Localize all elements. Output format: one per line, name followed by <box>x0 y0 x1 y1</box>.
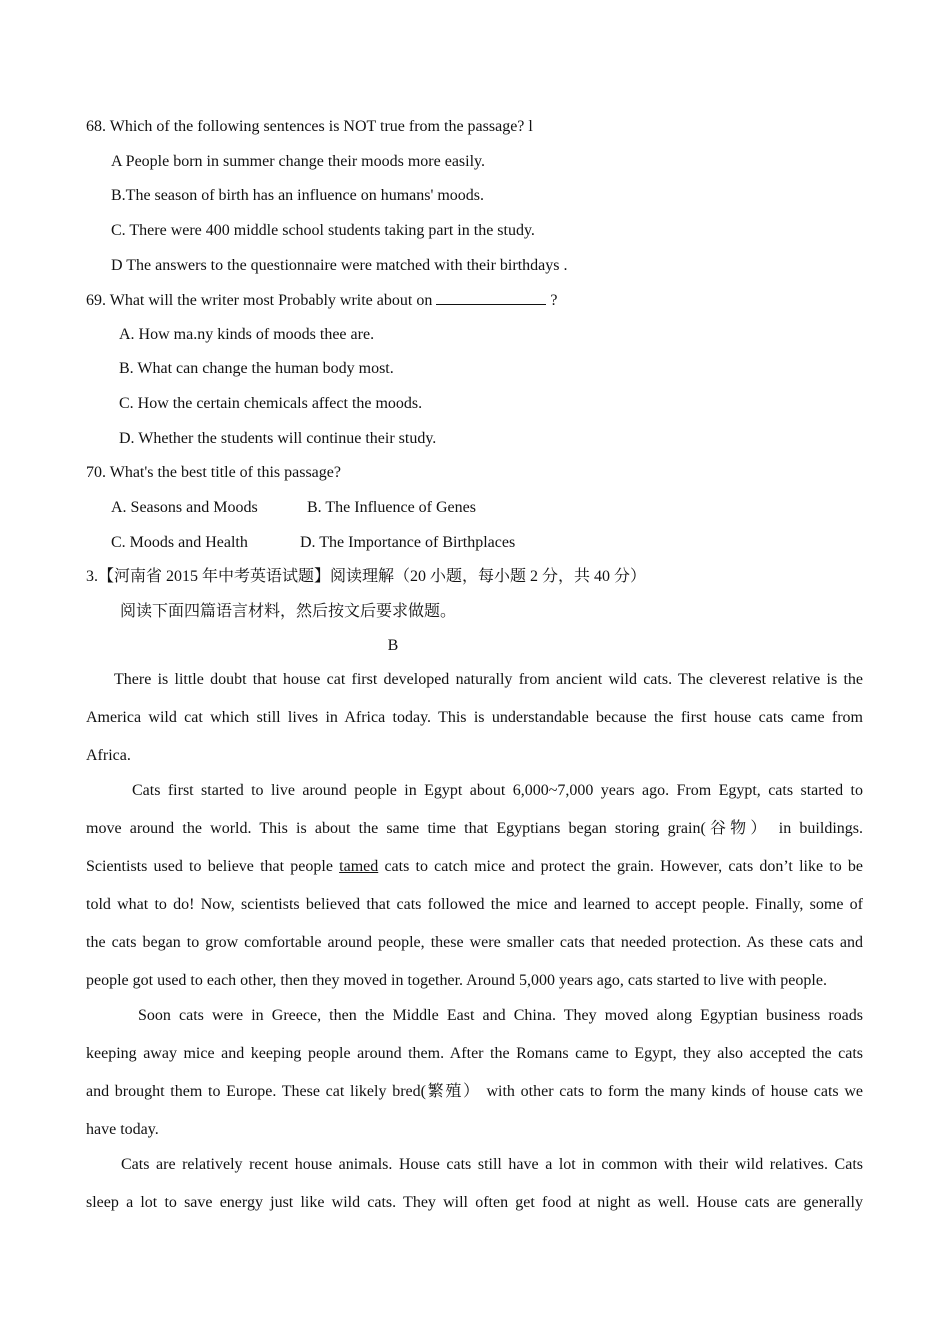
p3-line-4: have today. <box>86 1121 159 1138</box>
q68-option-c: C. There were 400 middle school students taking part in the study. <box>111 222 535 239</box>
p4-line-1: Cats are relatively recent house animals. House cats still have a lot in common with their wild relatives. Cats <box>121 1156 863 1173</box>
p2-line-3-end: cats to catch mice and protect the grain. However, cats don’t like to be <box>384 858 864 875</box>
p4-line-2: sleep a lot to save energy just like wild cats. They will often get food at night as well. House cats are generally <box>86 1194 863 1211</box>
q69-option-d: D. Whether the students will continue their study. <box>119 430 437 447</box>
question-69-stem <box>86 290 557 311</box>
p2-line-1: Cats first started to live around people in Egypt about 6,000~7,000 years ago. From Egypt, cats started to <box>132 782 863 799</box>
q68-option-d: D The answers to the questionnaire were matched with their birthdays . <box>111 257 568 274</box>
q69-option-c: C. How the certain chemicals affect the moods. <box>119 395 423 412</box>
q69-stem-text: 69. What will the writer most Probably write about on <box>86 292 433 309</box>
answer-blank <box>436 290 546 305</box>
q70-option-a: A. Seasons and Moods <box>111 499 258 516</box>
p2-line-3 <box>86 857 863 877</box>
p1-line-3: Africa. <box>86 747 131 764</box>
p1-line-1: There is little doubt that house cat first developed naturally from ancient wild cats. The cleverest relative is the <box>114 671 863 688</box>
p2-line-6: people got used to each other, then they moved in together. Around 5,000 years ago, cats started to live with people. <box>86 972 827 989</box>
q69-option-b: B. What can change the human body most. <box>119 360 394 377</box>
q69-stem-end: ? <box>550 292 558 309</box>
q70-option-b: B. The Influence of Genes <box>307 499 476 516</box>
p2-line-3-start: Scientists used to believe that people <box>86 858 333 875</box>
p3-line-1: Soon cats were in Greece, then the Middle East and China. They moved along Egyptian business roads <box>138 1007 863 1024</box>
question-70-stem: 70. What's the best title of this passage? <box>86 464 341 481</box>
q68-option-b: B.The season of birth has an influence on humans' moods. <box>111 187 485 204</box>
q68-option-a: A People born in summer change their moods more easily. <box>111 153 485 170</box>
section-heading: 3.【河南省 2015 年中考英语试题】阅读理解（20 小题，每小题 2 分，共 40 分） <box>86 568 647 585</box>
underlined-word-tamed: tamed <box>339 858 379 875</box>
p3-line-3: and brought them to Europe. These cat likely bred(繁殖） with other cats to form the many kinds of house cats we <box>86 1083 863 1100</box>
p2-line-2: move around the world. This is about the same time that Egyptians began storing grain(谷物） in buildings. <box>86 820 863 837</box>
p1-line-2: America wild cat which still lives in Africa today. This is understandable because the first house cats came from <box>86 709 863 726</box>
p2-line-5: the cats began to grow comfortable around people, these were smaller cats that needed protection. As these cats and <box>86 934 863 951</box>
p3-line-2: keeping away mice and keeping people around them. After the Romans came to Egypt, they also accepted the cats <box>86 1045 863 1062</box>
passage-label: B <box>387 637 399 654</box>
p2-line-4: told what to do! Now, scientists believed that cats followed the mice and learned to accept people. Finally, some of <box>86 896 863 913</box>
question-68-stem: 68. Which of the following sentences is NOT true from the passage? l <box>86 118 533 135</box>
section-instruction: 阅读下面四篇语言材料，然后按文后要求做题。 <box>120 603 457 620</box>
q70-option-c: C. Moods and Health <box>111 534 248 551</box>
q69-option-a: A. How ma.ny kinds of moods thee are. <box>119 326 375 343</box>
q70-option-d: D. The Importance of Birthplaces <box>300 534 516 551</box>
